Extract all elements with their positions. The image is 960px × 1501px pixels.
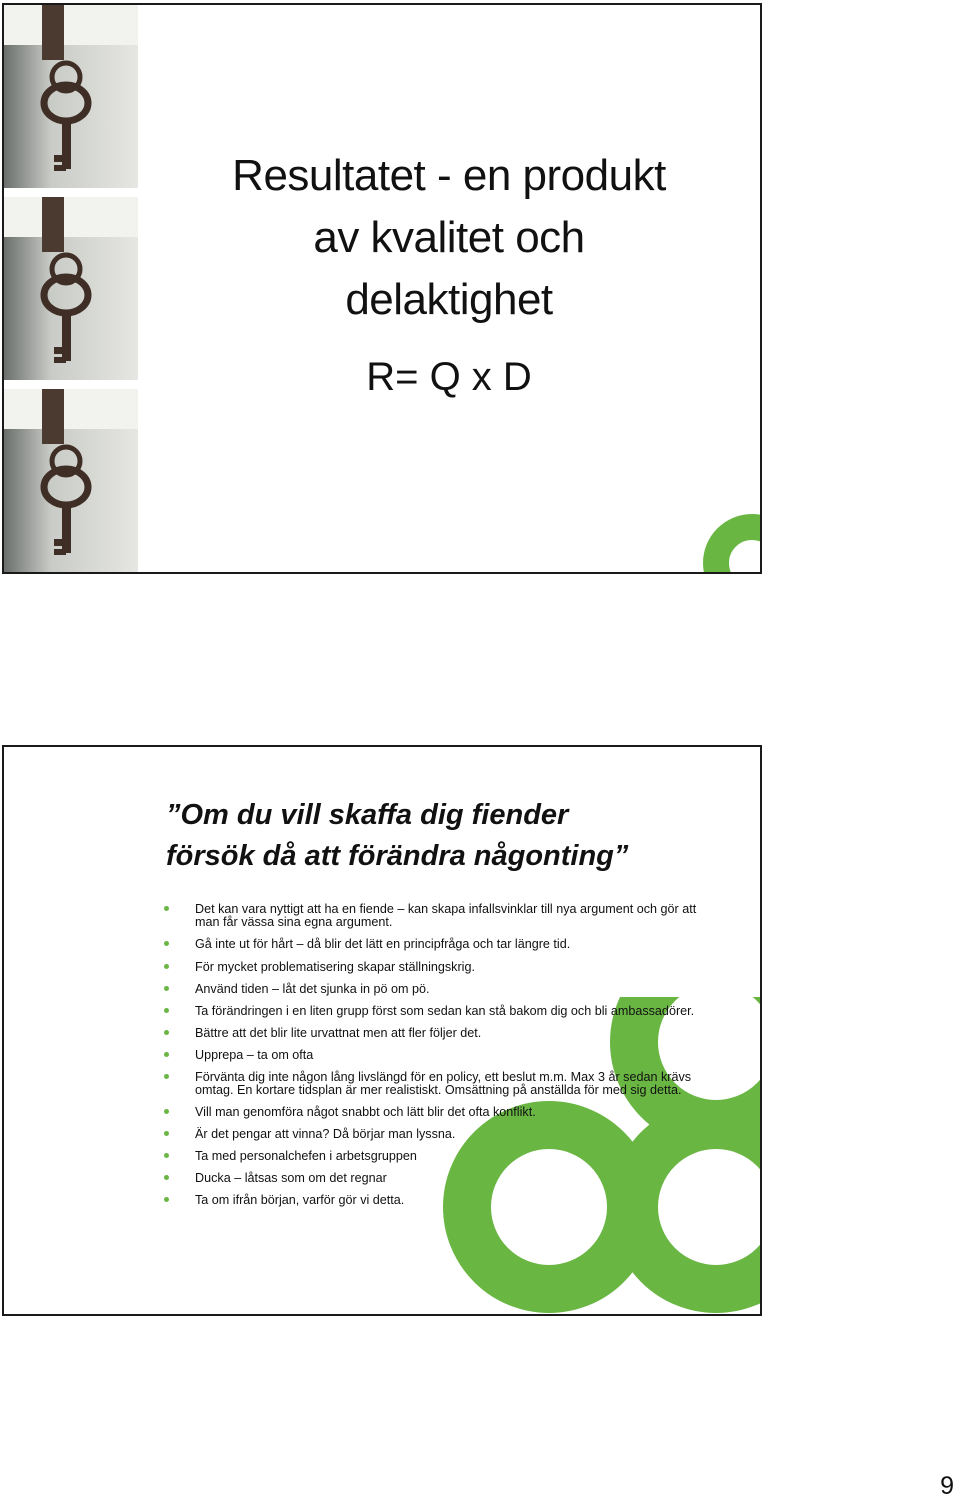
bullet-text: För mycket problematisering skapar ställningskrig. — [195, 960, 475, 974]
bullet-item — [164, 1172, 724, 1185]
bullet-dot-icon — [164, 964, 169, 969]
key-photo — [4, 5, 138, 188]
bullet-dot-icon — [164, 1197, 169, 1202]
bullet-item — [164, 983, 724, 996]
bullet-text: Vill man genomföra något snabbt och lätt blir det ofta konflikt. — [195, 1105, 536, 1119]
bullet-item — [164, 1128, 724, 1141]
bullet-dot-icon — [164, 1074, 169, 1079]
bullet-dot-icon — [164, 1175, 169, 1180]
bullet-text: Är det pengar att vinna? Då börjar man lyssna. — [195, 1127, 456, 1141]
bullet-text: Använd tiden – låt det sjunka in pö om pö. — [195, 982, 430, 996]
bullet-text: Gå inte ut för hårt – då blir det lätt en principfråga och tar längre tid. — [195, 937, 571, 951]
bullet-item — [164, 1049, 724, 1062]
bullet-dot-icon — [164, 1153, 169, 1158]
slide-2-title — [166, 795, 746, 877]
page-number: 9 — [940, 1472, 954, 1500]
bullet-text: Ta förändringen i en liten grupp först som sedan kan stå bakom dig och bli ambassadörer. — [195, 1004, 695, 1018]
bullet-item — [164, 1027, 724, 1040]
slide-2 — [2, 745, 762, 1316]
slide-1-title — [154, 145, 744, 331]
bullet-item — [164, 1005, 724, 1018]
key-photo — [4, 197, 138, 380]
title-line: Resultatet - en produkt — [232, 151, 666, 200]
bullet-item — [164, 903, 724, 929]
key-photo-strip — [4, 5, 138, 572]
bullet-text: Ta om ifrån början, varför gör vi detta. — [195, 1193, 405, 1207]
bullet-text: Förvänta dig inte någon lång livslängd för en policy, ett beslut m.m. Max 3 år sedan krävs omtag. En kortare tidsplan är mer realistiskt. Omsättning på anställda för med sig detta. — [195, 1070, 692, 1097]
green-ring-decoration — [664, 475, 762, 574]
bullet-dot-icon — [164, 941, 169, 946]
bullet-text: Ta med personalchefen i arbetsgruppen — [195, 1149, 417, 1163]
formula: R= Q x D — [366, 355, 532, 399]
key-photo — [4, 389, 138, 572]
bullet-text: Ducka – låtsas som om det regnar — [195, 1171, 387, 1185]
title-line: ”Om du vill skaffa dig fiender — [166, 799, 569, 831]
bullet-item — [164, 961, 724, 974]
slide-1 — [2, 3, 762, 574]
bullet-item — [164, 938, 724, 951]
bullet-dot-icon — [164, 906, 169, 911]
bullet-item — [164, 1106, 724, 1119]
bullet-item — [164, 1150, 724, 1163]
bullet-text: Bättre att det blir lite urvattnat men att fler följer det. — [195, 1026, 482, 1040]
bullet-item — [164, 1194, 724, 1207]
title-line: av kvalitet och — [313, 213, 585, 262]
bullet-text: Upprepa – ta om ofta — [195, 1048, 314, 1062]
bullet-dot-icon — [164, 1008, 169, 1013]
bullet-item — [164, 1071, 724, 1097]
bullet-list — [164, 903, 724, 1207]
bullet-dot-icon — [164, 1109, 169, 1114]
bullet-dot-icon — [164, 986, 169, 991]
bullet-dot-icon — [164, 1030, 169, 1035]
bullet-dot-icon — [164, 1052, 169, 1057]
title-line: delaktighet — [345, 275, 553, 324]
bullet-text: Det kan vara nyttigt att ha en fiende – kan skapa infallsvinklar till nya argument och gör att man får vässa sina egna argument. — [195, 902, 697, 929]
bullet-dot-icon — [164, 1131, 169, 1136]
title-line: försök då att förändra någonting” — [166, 840, 629, 872]
